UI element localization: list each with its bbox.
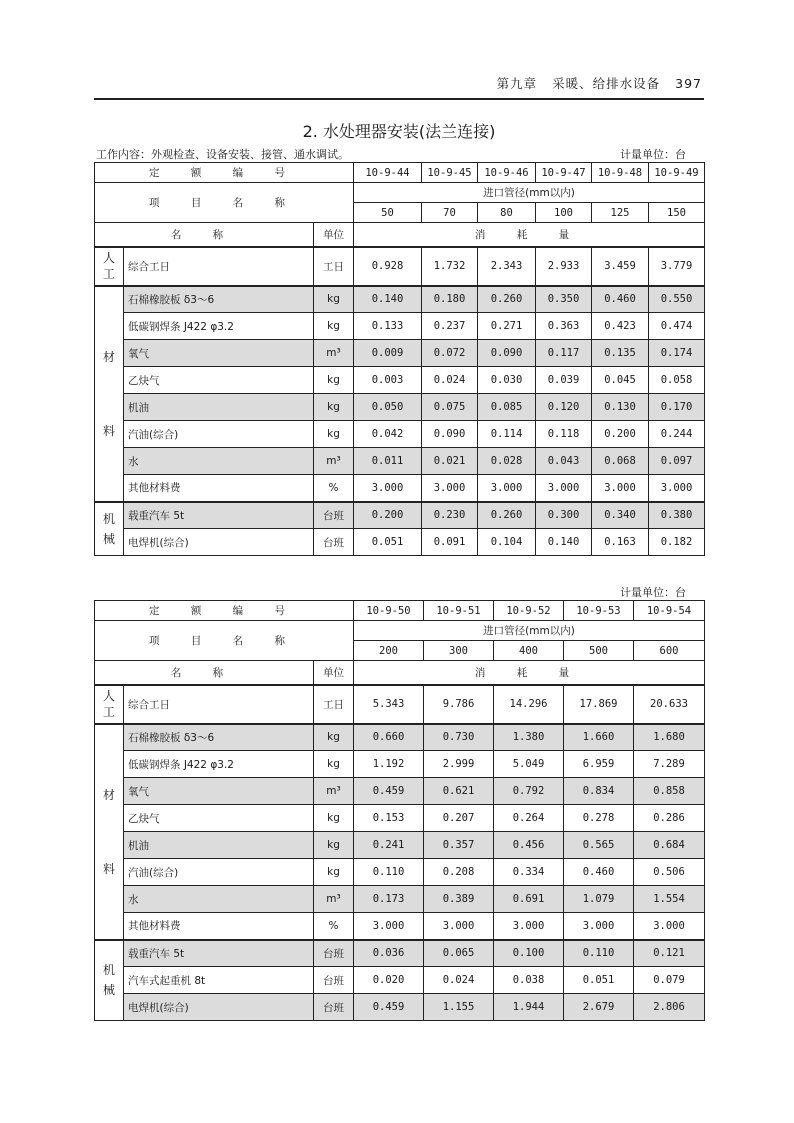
consumption-value: 0.068 [592, 448, 649, 475]
category-labor [95, 685, 124, 724]
section-title: 2. 水处理器安装(法兰连接) [302, 122, 496, 141]
resource-unit: kg [314, 421, 354, 448]
table-row [95, 448, 705, 475]
resource-unit: kg [314, 805, 354, 832]
quota-code: 10-9-49 [649, 163, 705, 183]
consumption-value: 0.163 [592, 529, 649, 556]
table-row [95, 394, 705, 421]
consumption-value: 0.260 [478, 286, 536, 313]
resource-name: 汽车式起重机 8t [124, 967, 314, 994]
quota-code: 10-9-47 [536, 163, 592, 183]
category-machinery [95, 502, 124, 556]
consumption-value: 0.050 [354, 394, 422, 421]
pipe-size: 50 [354, 203, 422, 223]
resource-name: 石棉橡胶板 δ3～6 [124, 724, 314, 751]
work-content-line [94, 146, 704, 160]
consumption-value: 0.237 [422, 313, 478, 340]
resource-unit: kg [314, 367, 354, 394]
chapter-number: 第九章 [496, 76, 538, 91]
consumption-value: 0.036 [354, 940, 424, 967]
table-row [95, 751, 705, 778]
consumption-value: 1.079 [564, 886, 634, 913]
table-row [95, 421, 705, 448]
category-materials-char-1: 材 [102, 349, 115, 364]
consumption-header: 消 耗 量 [354, 223, 705, 247]
consumption-value: 0.459 [354, 778, 424, 805]
consumption-value: 0.621 [424, 778, 494, 805]
consumption-value: 1.732 [422, 247, 478, 286]
consumption-value: 0.357 [424, 832, 494, 859]
category-labor-char-1: 人 [102, 251, 115, 265]
pipe-size: 300 [424, 641, 494, 661]
consumption-value: 17.869 [564, 685, 634, 724]
quota-table-2 [94, 600, 705, 1021]
consumption-value: 0.140 [536, 529, 592, 556]
pipe-diameter-label: 进口管径(mm以内) [354, 183, 705, 203]
consumption-value: 3.000 [424, 913, 494, 940]
consumption-value: 0.100 [494, 940, 564, 967]
consumption-value: 0.104 [478, 529, 536, 556]
consumption-value: 0.117 [536, 340, 592, 367]
consumption-value: 3.000 [354, 475, 422, 502]
pipe-size: 500 [564, 641, 634, 661]
consumption-value: 0.039 [536, 367, 592, 394]
consumption-value: 0.550 [649, 286, 705, 313]
running-header [94, 66, 704, 100]
quota-code: 10-9-46 [478, 163, 536, 183]
table-row [95, 805, 705, 832]
resource-unit: kg [314, 751, 354, 778]
consumption-value: 6.959 [564, 751, 634, 778]
consumption-value: 0.121 [634, 940, 705, 967]
consumption-value: 1.944 [494, 994, 564, 1021]
category-labor-char-1: 人 [102, 689, 115, 703]
consumption-value: 0.118 [536, 421, 592, 448]
table-row [95, 685, 705, 724]
unit-column-header: 单位 [314, 661, 354, 685]
consumption-value: 0.380 [649, 502, 705, 529]
consumption-value: 2.933 [536, 247, 592, 286]
consumption-value: 0.170 [649, 394, 705, 421]
consumption-value: 0.173 [354, 886, 424, 913]
table-row [95, 832, 705, 859]
category-materials-char-2: 料 [102, 423, 115, 438]
consumption-value: 3.000 [536, 475, 592, 502]
consumption-value: 3.000 [478, 475, 536, 502]
consumption-value: 0.200 [354, 502, 422, 529]
consumption-value: 0.011 [354, 448, 422, 475]
quota-code-label: 定 额 编 号 [95, 163, 354, 183]
resource-name: 氧气 [124, 340, 314, 367]
consumption-value: 0.474 [649, 313, 705, 340]
consumption-value: 0.030 [478, 367, 536, 394]
resource-name: 机油 [124, 832, 314, 859]
resource-name: 电焊机(综合) [124, 994, 314, 1021]
table-row [95, 340, 705, 367]
category-labor-char-2: 工 [102, 267, 115, 281]
table-row [95, 475, 705, 502]
pipe-size: 600 [634, 641, 705, 661]
resource-name: 汽油(综合) [124, 421, 314, 448]
consumption-value: 3.000 [649, 475, 705, 502]
consumption-value: 0.691 [494, 886, 564, 913]
consumption-value: 0.506 [634, 859, 705, 886]
consumption-value: 0.340 [592, 502, 649, 529]
consumption-value: 0.244 [649, 421, 705, 448]
pipe-size: 125 [592, 203, 649, 223]
consumption-value: 1.192 [354, 751, 424, 778]
consumption-value: 0.024 [424, 967, 494, 994]
consumption-value: 0.207 [424, 805, 494, 832]
consumption-value: 0.020 [354, 967, 424, 994]
consumption-value: 0.792 [494, 778, 564, 805]
header-text [497, 74, 702, 92]
consumption-value: 2.999 [424, 751, 494, 778]
resource-name: 水 [124, 886, 314, 913]
consumption-value: 3.000 [494, 913, 564, 940]
consumption-value: 0.090 [422, 421, 478, 448]
consumption-value: 0.208 [424, 859, 494, 886]
name-column-header: 名 称 [95, 661, 314, 685]
consumption-value: 0.153 [354, 805, 424, 832]
category-machinery [95, 940, 124, 1021]
item-name-label: 项 目 名 称 [95, 621, 354, 661]
consumption-value: 0.028 [478, 448, 536, 475]
consumption-value: 0.135 [592, 340, 649, 367]
resource-unit: kg [314, 286, 354, 313]
quota-code: 10-9-52 [494, 601, 564, 621]
resource-unit: m³ [314, 886, 354, 913]
resource-name: 低碳钢焊条 J422 φ3.2 [124, 751, 314, 778]
resource-name: 其他材料费 [124, 475, 314, 502]
consumption-value: 0.120 [536, 394, 592, 421]
name-column-header: 名 称 [95, 223, 314, 247]
category-machinery-char-1: 机 [102, 511, 115, 526]
consumption-value: 0.072 [422, 340, 478, 367]
consumption-value: 0.565 [564, 832, 634, 859]
consumption-value: 1.660 [564, 724, 634, 751]
table-row [95, 886, 705, 913]
consumption-value: 2.806 [634, 994, 705, 1021]
consumption-value: 0.389 [424, 886, 494, 913]
resource-name: 乙炔气 [124, 805, 314, 832]
consumption-value: 0.058 [649, 367, 705, 394]
resource-unit: 台班 [314, 529, 354, 556]
table-row [95, 940, 705, 967]
consumption-value: 0.038 [494, 967, 564, 994]
table-row [95, 367, 705, 394]
quota-code: 10-9-53 [564, 601, 634, 621]
consumption-value: 0.051 [564, 967, 634, 994]
unit-column-header: 单位 [314, 223, 354, 247]
consumption-value: 0.200 [592, 421, 649, 448]
consumption-value: 0.090 [478, 340, 536, 367]
resource-name: 电焊机(综合) [124, 529, 314, 556]
consumption-value: 0.271 [478, 313, 536, 340]
consumption-value: 0.858 [634, 778, 705, 805]
resource-unit: 台班 [314, 940, 354, 967]
table-row [95, 994, 705, 1021]
table-row [95, 247, 705, 286]
consumption-value: 0.660 [354, 724, 424, 751]
resource-name: 其他材料费 [124, 913, 314, 940]
consumption-value: 5.343 [354, 685, 424, 724]
resource-name: 载重汽车 5t [124, 940, 314, 967]
table-row [95, 913, 705, 940]
table-row [95, 529, 705, 556]
category-machinery-char-2: 械 [102, 531, 115, 546]
chapter-title: 采暖、给排水设备 [552, 76, 661, 91]
category-materials [95, 724, 124, 940]
table-row [95, 967, 705, 994]
consumption-value: 0.278 [564, 805, 634, 832]
consumption-value: 0.085 [478, 394, 536, 421]
resource-unit: kg [314, 859, 354, 886]
category-labor-char-2: 工 [102, 705, 115, 719]
consumption-value: 2.343 [478, 247, 536, 286]
pipe-size: 400 [494, 641, 564, 661]
unit-of-measure-2: 计量单位：台 [620, 586, 686, 599]
resource-name: 石棉橡胶板 δ3～6 [124, 286, 314, 313]
item-name-label: 项 目 名 称 [95, 183, 354, 223]
category-materials-char-2: 料 [102, 861, 115, 876]
consumption-value: 14.296 [494, 685, 564, 724]
consumption-value: 0.024 [422, 367, 478, 394]
resource-unit: m³ [314, 340, 354, 367]
consumption-value: 3.000 [354, 913, 424, 940]
pipe-size: 200 [354, 641, 424, 661]
consumption-value: 0.928 [354, 247, 422, 286]
table-row [95, 778, 705, 805]
consumption-value: 7.289 [634, 751, 705, 778]
table-row [95, 286, 705, 313]
category-machinery-char-1: 机 [102, 963, 115, 978]
pipe-size: 70 [422, 203, 478, 223]
consumption-value: 0.051 [354, 529, 422, 556]
quota-table-1 [94, 162, 705, 556]
table-row [95, 313, 705, 340]
consumption-value: 0.079 [634, 967, 705, 994]
resource-unit: 台班 [314, 502, 354, 529]
resource-name: 综合工日 [124, 247, 314, 286]
quota-code-label: 定 额 编 号 [95, 601, 354, 621]
consumption-value: 0.456 [494, 832, 564, 859]
consumption-value: 1.680 [634, 724, 705, 751]
quota-code: 10-9-50 [354, 601, 424, 621]
consumption-value: 0.180 [422, 286, 478, 313]
consumption-value: 0.300 [536, 502, 592, 529]
consumption-value: 0.045 [592, 367, 649, 394]
resource-unit: m³ [314, 448, 354, 475]
consumption-header: 消 耗 量 [354, 661, 705, 685]
consumption-value: 0.260 [478, 502, 536, 529]
category-materials [95, 286, 124, 502]
table-row [95, 724, 705, 751]
consumption-value: 0.133 [354, 313, 422, 340]
consumption-value: 0.286 [634, 805, 705, 832]
consumption-value: 0.334 [494, 859, 564, 886]
resource-unit: m³ [314, 778, 354, 805]
consumption-value: 9.786 [424, 685, 494, 724]
resource-name: 汽油(综合) [124, 859, 314, 886]
resource-unit: kg [314, 724, 354, 751]
resource-unit: % [314, 913, 354, 940]
consumption-value: 0.114 [478, 421, 536, 448]
resource-unit: kg [314, 313, 354, 340]
resource-name: 综合工日 [124, 685, 314, 724]
unit-of-measure: 计量单位：台 [620, 148, 686, 161]
consumption-value: 0.091 [422, 529, 478, 556]
pipe-diameter-label: 进口管径(mm以内) [354, 621, 705, 641]
consumption-value: 20.633 [634, 685, 705, 724]
consumption-value: 0.097 [649, 448, 705, 475]
quota-code: 10-9-45 [422, 163, 478, 183]
resource-unit: kg [314, 832, 354, 859]
resource-unit: 工日 [314, 247, 354, 286]
consumption-value: 0.241 [354, 832, 424, 859]
consumption-value: 0.140 [354, 286, 422, 313]
consumption-value: 0.075 [422, 394, 478, 421]
consumption-value: 0.003 [354, 367, 422, 394]
quota-code: 10-9-54 [634, 601, 705, 621]
resource-unit: kg [314, 394, 354, 421]
consumption-value: 0.230 [422, 502, 478, 529]
unit-line-2 [94, 584, 704, 598]
category-materials-char-1: 材 [102, 787, 115, 802]
table-row [95, 859, 705, 886]
consumption-value: 3.459 [592, 247, 649, 286]
consumption-value: 0.459 [354, 994, 424, 1021]
consumption-value: 0.110 [354, 859, 424, 886]
category-labor [95, 247, 124, 286]
consumption-value: 0.009 [354, 340, 422, 367]
consumption-value: 0.021 [422, 448, 478, 475]
consumption-value: 0.264 [494, 805, 564, 832]
consumption-value: 0.043 [536, 448, 592, 475]
consumption-value: 0.460 [564, 859, 634, 886]
resource-unit: 工日 [314, 685, 354, 724]
consumption-value: 1.155 [424, 994, 494, 1021]
quota-code: 10-9-44 [354, 163, 422, 183]
consumption-value: 3.000 [564, 913, 634, 940]
pipe-size: 80 [478, 203, 536, 223]
consumption-value: 0.065 [424, 940, 494, 967]
resource-name: 载重汽车 5t [124, 502, 314, 529]
pipe-size: 150 [649, 203, 705, 223]
resource-name: 低碳钢焊条 J422 φ3.2 [124, 313, 314, 340]
consumption-value: 2.679 [564, 994, 634, 1021]
consumption-value: 0.834 [564, 778, 634, 805]
resource-name: 机油 [124, 394, 314, 421]
resource-unit: 台班 [314, 994, 354, 1021]
resource-name: 水 [124, 448, 314, 475]
page-number: 397 [675, 76, 702, 91]
consumption-value: 1.554 [634, 886, 705, 913]
resource-name: 乙炔气 [124, 367, 314, 394]
consumption-value: 3.000 [592, 475, 649, 502]
consumption-value: 0.110 [564, 940, 634, 967]
work-content: 工作内容：外观检查、设备安装、接管、通水调试。 [96, 148, 349, 161]
category-machinery-char-2: 械 [102, 983, 115, 998]
consumption-value: 3.000 [634, 913, 705, 940]
resource-unit: % [314, 475, 354, 502]
quota-code: 10-9-51 [424, 601, 494, 621]
consumption-value: 0.182 [649, 529, 705, 556]
consumption-value: 0.363 [536, 313, 592, 340]
consumption-value: 0.730 [424, 724, 494, 751]
consumption-value: 0.423 [592, 313, 649, 340]
consumption-value: 3.779 [649, 247, 705, 286]
consumption-value: 0.042 [354, 421, 422, 448]
resource-name: 氧气 [124, 778, 314, 805]
consumption-value: 1.380 [494, 724, 564, 751]
consumption-value: 0.460 [592, 286, 649, 313]
table-row [95, 502, 705, 529]
consumption-value: 3.000 [422, 475, 478, 502]
consumption-value: 5.049 [494, 751, 564, 778]
quota-code: 10-9-48 [592, 163, 649, 183]
pipe-size: 100 [536, 203, 592, 223]
consumption-value: 0.130 [592, 394, 649, 421]
resource-unit: 台班 [314, 967, 354, 994]
consumption-value: 0.350 [536, 286, 592, 313]
consumption-value: 0.684 [634, 832, 705, 859]
consumption-value: 0.174 [649, 340, 705, 367]
